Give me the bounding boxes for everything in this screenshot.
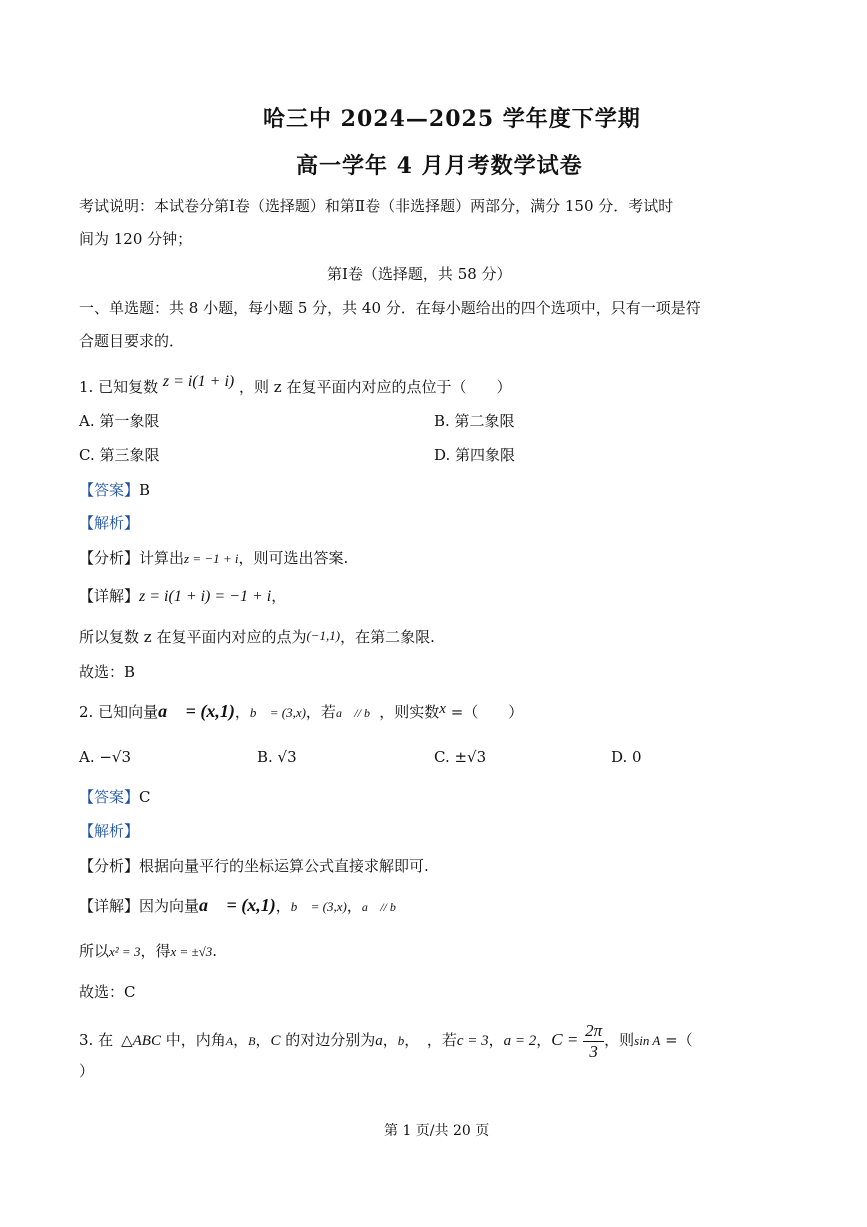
q2-conclusion-res: x = ±√3 <box>170 944 213 959</box>
q3-s4: ， <box>404 1031 412 1049</box>
q2-fenxi <box>79 856 429 876</box>
q3-cond2: a = 2 <box>503 1033 537 1049</box>
q1-option-a: A. 第一象限 <box>79 412 160 430</box>
xiangjie-tag: 【详解】 <box>79 897 140 915</box>
q1-stem <box>79 373 512 398</box>
q3-cond1: c = 3 <box>456 1033 489 1049</box>
q2-conclusion-mid: ，得 <box>140 942 171 960</box>
q2-option-a: A. −√3 <box>79 748 132 766</box>
q1-conclusion-post: ，在第二象限. <box>340 628 435 646</box>
exam-title-line2: 高一学年 4 月月考数学试卷 <box>296 153 583 179</box>
section-desc-line2: 合题目要求的． <box>79 332 185 350</box>
q1-xiangjie-post: ， <box>271 587 287 605</box>
q1-formula: z = i(1 + i) <box>162 373 235 390</box>
q2-sep2: ，若 <box>305 703 336 721</box>
q1-conclusion-pre: 所以复数 z 在复平面内对应的点为 <box>79 628 307 646</box>
q3-cond3-pre: C = <box>551 1030 579 1049</box>
q2-option-d: D. 0 <box>611 748 642 766</box>
q2-post2: =（ ） <box>445 703 524 721</box>
q3-fraction-den: 3 <box>589 1041 598 1061</box>
q1-answer <box>79 480 150 500</box>
fenxi-tag: 【分析】 <box>79 857 140 875</box>
q2-answer <box>79 787 151 807</box>
q3-s3: ， <box>382 1031 398 1049</box>
q1-fenxi-formula: z = −1 + i <box>184 551 239 566</box>
q2-stem <box>79 701 523 723</box>
q3-s6: ， <box>536 1031 552 1049</box>
q2-conclusion <box>79 941 217 962</box>
q2-xiangjie <box>79 895 405 917</box>
section-title: 第Ⅰ卷（选择题，共 58 分） <box>327 265 512 283</box>
answer-tag: 【答案】 <box>79 481 140 499</box>
q1-fenxi <box>79 548 348 569</box>
answer-tag: 【答案】 <box>79 788 140 806</box>
q2-parallel: a⃗ // b⃗ <box>335 706 380 720</box>
q1-conclusion-point: (−1,1) <box>306 628 341 643</box>
q3-angle-c: C <box>270 1033 281 1049</box>
q1-conclusion <box>79 627 435 648</box>
q3-triangle: △ABC <box>121 1033 161 1049</box>
q3-ask: sin A <box>634 1033 661 1048</box>
q1-option-b: B. 第二象限 <box>434 412 515 430</box>
q2-analysis-tag: 【解析】 <box>79 822 140 840</box>
q3-angle-b: B <box>248 1034 256 1048</box>
q2-xiangjie-b: b⃗ = (3,x) <box>290 899 347 914</box>
q2-xiangjie-sep2: ， <box>346 897 362 915</box>
q3-ask-post: =（ <box>660 1031 693 1049</box>
q1-analysis-tag: 【解析】 <box>79 514 140 532</box>
q3-pre: 3. 在 <box>79 1031 114 1049</box>
q3-stem-line2: ） <box>79 1062 95 1080</box>
q1-option-d: D. 第四象限 <box>434 446 516 464</box>
q2-xiangjie-a: a⃗ = (x,1) <box>199 895 276 915</box>
q2-xiangjie-sep: ， <box>275 897 291 915</box>
q3-fraction <box>583 1021 604 1062</box>
q3-mid3: ，若 <box>426 1031 457 1049</box>
q3-s1: ， <box>233 1031 249 1049</box>
q1-fenxi-post: ，则可选出答案. <box>238 549 349 567</box>
q1-choose: 故选：B <box>79 663 136 681</box>
q3-side-a: a <box>375 1033 383 1049</box>
q1-stem-post: ，则 z 在复平面内对应的点位于（ ） <box>239 378 512 396</box>
exam-instructions-line2: 间为 120 分钟； <box>79 230 193 248</box>
q3-gap <box>412 1031 427 1049</box>
q2-post: ，则实数 <box>379 703 440 721</box>
exam-instructions-line1: 考试说明：本试卷分第Ⅰ卷（选择题）和第Ⅱ卷（非选择题）两部分，满分 150 分．考试时 <box>79 197 674 215</box>
q1-option-c: C. 第三象限 <box>79 446 160 464</box>
q2-fenxi-text: 根据向量平行的坐标运算公式直接求解即可. <box>139 857 429 875</box>
q3-mid2: 的对边分别为 <box>280 1031 376 1049</box>
q2-answer-value: C <box>139 788 151 806</box>
section-desc-line1: 一、单选题：共 8 小题，每小题 5 分，共 40 分．在每小题给出的四个选项中，只有一项是符 <box>79 299 701 317</box>
q2-sep: ， <box>234 703 250 721</box>
q2-vec-b: b⃗ = (3,x) <box>249 705 306 720</box>
page-footer: 第 1 页/共 20 页 <box>384 1123 490 1139</box>
q2-xiangjie-pre: 因为向量 <box>139 897 200 915</box>
q3-s5: ， <box>488 1031 504 1049</box>
q1-answer-value: B <box>139 481 151 499</box>
q2-conclusion-post: . <box>212 942 218 960</box>
q2-option-b: B. √3 <box>257 748 297 766</box>
q2-xiangjie-par: a⃗ // b⃗ <box>361 900 406 914</box>
q1-stem-pre: 1. 已知复数 <box>79 378 159 396</box>
q2-option-c: C. ±√3 <box>434 748 487 766</box>
q1-xiangjie-formula: z = i(1 + i) = −1 + i <box>139 588 272 605</box>
q1-fenxi-pre: 计算出 <box>139 549 185 567</box>
q3-fraction-num: 2π <box>585 1020 603 1040</box>
q3-stem <box>79 1020 693 1062</box>
q2-vec-a: a⃗ = (x,1) <box>158 701 235 721</box>
xiangjie-tag: 【详解】 <box>79 587 140 605</box>
q3-s2: ， <box>255 1031 271 1049</box>
q2-conclusion-eq: x² = 3 <box>109 944 141 959</box>
q1-xiangjie <box>79 586 286 607</box>
q3-angle-a: A <box>225 1034 234 1048</box>
exam-title-line1: 哈三中 2024—2025 学年度下学期 <box>263 106 641 132</box>
q2-conclusion-pre: 所以 <box>79 942 110 960</box>
q2-stem-pre: 2. 已知向量 <box>79 703 159 721</box>
fenxi-tag: 【分析】 <box>79 549 140 567</box>
q3-mid1: 中，内角 <box>160 1031 226 1049</box>
q2-var: x <box>439 701 446 717</box>
q2-choose: 故选：C <box>79 983 136 1001</box>
q3-mid4: ，则 <box>604 1031 635 1049</box>
q3-side-b: b <box>397 1033 405 1048</box>
